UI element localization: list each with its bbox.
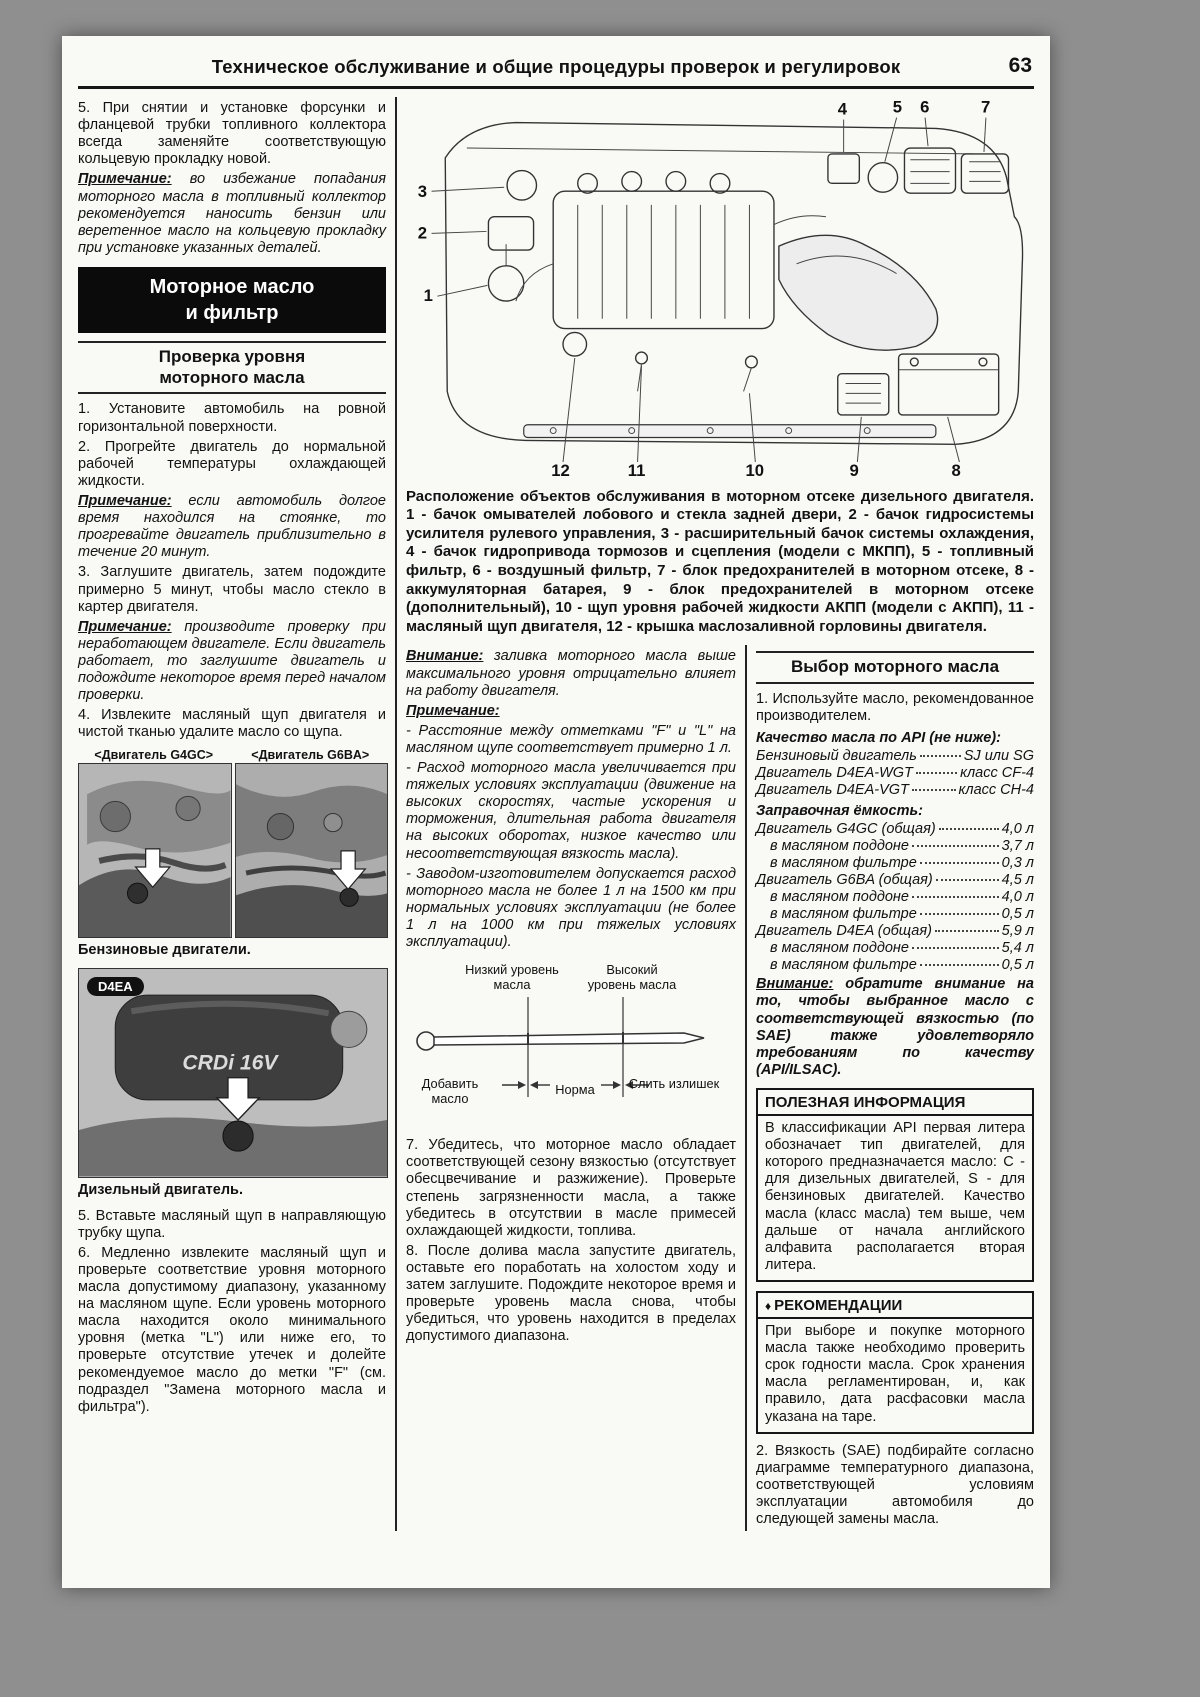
engine-bay-diagram — [406, 97, 1034, 482]
spec-row — [756, 782, 1034, 798]
dotted-leader — [920, 862, 999, 864]
spec-value: SJ или SG — [963, 748, 1034, 765]
engine-photo-d4ea — [78, 968, 388, 1177]
spec-name: Двигатель D4EA-VGT — [756, 782, 909, 799]
note-bullet: - Расстояние между отметками "F" и "L" на масляном щупе соответствует примерно 1 л. — [406, 722, 736, 756]
dotted-leader — [912, 947, 999, 949]
spec-name: Бензиновый двигатель — [756, 748, 917, 765]
spec-value: 0,5 л — [1001, 957, 1034, 974]
dipstick-add-label: Добавить масло — [421, 1076, 479, 1106]
page-content — [78, 97, 1034, 1531]
page-title: Техническое обслуживание и общие процедуры проверок и регулировок — [211, 56, 901, 77]
note-text: во избежание попадания моторного масла в топливный коллектор рекомендуется наносить бензин или веретенное масло на кольцевую прокладку при установке указанных деталей. — [78, 171, 386, 256]
spec-value: 5,4 л — [1001, 940, 1034, 957]
recommendations-title-text: РЕКОМЕНДАЦИИ — [774, 1296, 903, 1314]
api-quality-label: Качество масла по API (не ниже): — [756, 730, 1001, 747]
spec-name: Двигатель D4EA-WGT — [756, 765, 913, 782]
callout-8: 8 — [951, 460, 961, 480]
warning-paragraph — [406, 648, 736, 699]
section-title-engine-oil — [78, 267, 386, 333]
step-paragraph: 4. Извлеките масляный щуп двигателя и чистой тканью удалите масло со щупа. — [78, 707, 386, 741]
step-paragraph: 5. Вставьте масляный щуп в направляющую трубку щупа. — [78, 1207, 386, 1241]
photo-g6ba — [235, 748, 387, 939]
spec-row — [756, 889, 1034, 905]
warning-text: обратите внимание на то, чтобы выбранное масло с соответствующей вязкостью (по SAE) также удовлетворяло требованиям по качеству (API/ILSAC). — [756, 976, 1034, 1078]
step-paragraph: 6. Медленно извлеките масляный щуп и проверьте соответствие уровня моторного масла допустимому диапазону, указанному на масляном щупе. Если уровень моторного масла находится около минимального уровня (метка "L") или ниже его, то проверьте отсутствие утечек и долейте рекомендуемое масло до метки "F" (см. подраздел "Замена моторного масла и фильтра"). — [78, 1244, 386, 1415]
callout-10: 10 — [745, 460, 765, 480]
diamond-icon: ♦ — [765, 1298, 772, 1313]
right-column — [747, 645, 1034, 1531]
spec-name: Двигатель D4EA (общая) — [756, 923, 932, 940]
diesel-photo-caption: Дизельный двигатель. — [78, 1181, 243, 1198]
dotted-leader — [920, 964, 999, 966]
capacity-label: Заправочная ёмкость: — [756, 803, 923, 820]
dotted-leader — [920, 755, 961, 757]
note-label: Примечание: — [78, 618, 172, 635]
dotted-leader — [912, 896, 999, 898]
dotted-leader — [912, 789, 956, 791]
dotted-leader — [920, 913, 999, 915]
step-paragraph: 3. Заглушите двигатель, затем подождите примерно 5 минут, чтобы масло стекло в картер двигателя. — [78, 564, 386, 615]
note-label: Примечание: — [406, 702, 500, 719]
callout-12: 12 — [551, 460, 570, 480]
note-label: Примечание: — [78, 171, 172, 188]
spec-row — [756, 957, 1034, 973]
dotted-leader — [935, 930, 999, 932]
spec-value: 4,0 л — [1001, 889, 1034, 906]
spec-name: Двигатель G6BA (общая) — [756, 872, 933, 889]
spec-name: Двигатель G4GC (общая) — [756, 821, 936, 838]
callout-2: 2 — [417, 223, 428, 243]
manual-page — [62, 36, 1050, 1588]
spec-name: в масляном поддоне — [770, 889, 909, 906]
spec-row — [756, 748, 1034, 764]
page-number: 63 — [1008, 54, 1032, 77]
dotted-leader — [939, 828, 999, 830]
spec-value: 3,7 л — [1001, 838, 1034, 855]
oil-selection-title: Выбор моторного масла — [790, 657, 1000, 677]
note-bullet: - Заводом-изготовителем допускается расход моторного масла не более 1 л на 1500 км при нормальных условиях эксплуатации (не более 1 л на 1000 км при тяжелых условиях эксплуатации). — [406, 865, 736, 951]
callout-1: 1 — [423, 286, 433, 306]
lower-columns — [406, 645, 1034, 1531]
spec-value: класс CH-4 — [958, 782, 1034, 799]
engine-photo-g6ba — [235, 763, 389, 939]
engine-bay-caption: Расположение объектов обслуживания в моторном отсеке дизельного двигателя. 1 - бачок омывателей лобового и стекла задней двери, 2 - бачок гидросистемы усилителя рулевого управления, 3 - расширительный бачок системы охлаждения, 4 - бачок гидропривода тормозов и сцепления (модели с МКПП), 5 - топливный фильтр, 6 - воздушный фильтр, 7 - блок предохранителей в моторном отсеке, 8 - аккумуляторная батарея, 9 - блок предохранителей в моторном отсеке (дополнительный), 10 - щуп уровня рабочей жидкости АКПП (модели с АКПП), 11 - масляный щуп двигателя, 12 - крышка маслозаливной горловины двигателя. — [406, 487, 1034, 635]
spec-name: в масляном фильтре — [770, 957, 917, 974]
warning-label: Внимание: — [406, 648, 484, 665]
left-column — [78, 97, 397, 1531]
subsection-title-line2: моторного масла — [159, 367, 305, 387]
dipstick-figure — [406, 963, 736, 1133]
useful-info-title: ПОЛЕЗНАЯ ИНФОРМАЦИЯ — [758, 1094, 1032, 1116]
section-title-line2: и фильтр — [185, 301, 279, 324]
note-paragraph — [78, 493, 386, 561]
note-text: если автомобиль долгое время находился на стоянке, то прогревайте двигатель приблизительно в течение 20 минут. — [78, 493, 386, 561]
engine-bay-figure — [406, 97, 1034, 482]
spec-row — [756, 940, 1034, 956]
callout-5: 5 — [892, 97, 902, 117]
callout-4: 4 — [837, 99, 848, 119]
subsection-title-oil-selection — [756, 651, 1034, 684]
spec-row — [756, 765, 1034, 781]
recommendations-title — [758, 1297, 1032, 1319]
spec-value: 0,5 л — [1001, 906, 1034, 923]
engine-cover-text: CRDi 16V — [182, 1051, 278, 1075]
middle-column — [406, 645, 747, 1531]
spec-value: 4,0 л — [1001, 821, 1034, 838]
step-paragraph: 2. Вязкость (SAE) подбирайте согласно диаграмме температурного диапазона, соответствующей условиям эксплуатации автомобиля до следующей замены масла. — [756, 1442, 1034, 1528]
recommendations-box — [756, 1291, 1034, 1434]
spec-row — [756, 855, 1034, 871]
spec-value: 4,5 л — [1001, 872, 1034, 889]
spec-name: в масляном фильтре — [770, 906, 917, 923]
spec-name: в масляном поддоне — [770, 940, 909, 957]
photo-d4ea — [78, 968, 386, 1177]
callout-9: 9 — [849, 460, 859, 480]
useful-info-box — [756, 1088, 1034, 1282]
warning-text: заливка моторного масла выше максимального уровня отрицательно влияет на работу двигателя. — [406, 648, 736, 699]
engine-code-badge: D4EA — [87, 977, 144, 996]
spec-row — [756, 906, 1034, 922]
photo-g4gc — [78, 748, 230, 939]
step-paragraph: 7. Убедитесь, что моторное масло обладает соответствующей сезону вязкостью (отсутствует обесцвечивание и разжижение). Проверьте степень загрязненности масла, а также убедитесь в отсутствии в масле примесей охлаждающей жидкости, топлива. — [406, 1137, 736, 1239]
photo-g6ba-label: <Двигатель G6BA> — [251, 747, 370, 762]
step-paragraph: 2. Прогрейте двигатель до нормальной рабочей температуры охлаждающей жидкости. — [78, 438, 386, 489]
spec-value: класс CF-4 — [960, 765, 1034, 782]
spec-name: в масляном фильтре — [770, 855, 917, 872]
step-paragraph: 1. Используйте масло, рекомендованное производителем. — [756, 691, 1034, 725]
step-paragraph: 5. При снятии и установке форсунки и фланцевой трубки топливного коллектора всегда заменяйте соответствующую кольцевую прокладку новой. — [78, 100, 386, 168]
page-header — [78, 46, 1034, 89]
callout-3: 3 — [417, 182, 428, 202]
spec-row — [756, 821, 1034, 837]
photo-g4gc-label: <Двигатель G4GC> — [94, 747, 214, 762]
dipstick-high-label: Высокий уровень масла — [587, 962, 677, 992]
spec-row — [756, 838, 1034, 854]
main-area — [397, 97, 1034, 1531]
dotted-leader — [936, 879, 999, 881]
petrol-engine-photos — [78, 748, 386, 939]
callout-7: 7 — [981, 97, 991, 117]
note-label: Примечание: — [78, 493, 172, 509]
dipstick-norm-label: Норма — [555, 1082, 595, 1098]
dotted-leader — [912, 845, 999, 847]
callout-11: 11 — [627, 460, 646, 480]
note-paragraph — [406, 703, 736, 720]
spec-row — [756, 872, 1034, 888]
section-title-line1: Моторное масло — [149, 275, 315, 298]
dipstick-low-label: Низкий уровень масла — [465, 962, 559, 992]
warning-paragraph — [756, 976, 1034, 1079]
dipstick-drain-label: Слить излишек — [628, 1076, 720, 1092]
note-paragraph — [78, 619, 386, 705]
spec-value: 0,3 л — [1001, 855, 1034, 872]
spec-value: 5,9 л — [1001, 923, 1034, 940]
step-paragraph: 8. После долива масла запустите двигатель, оставьте его поработать на холостом ходу и затем заглушите. Подождите некоторое время и проверьте уровень масла снова, чтобы убедиться, что уровень находится в пределах допустимого диапазона. — [406, 1242, 736, 1345]
recommendations-text: При выборе и покупке моторного масла также необходимо проверить срок годности масла. Срок хранения масла регламентирован, и, как правило, дата расфасовки масла указана на таре. — [765, 1322, 1025, 1425]
useful-info-text: В классификации API первая литера обозначает тип двигателей, для которого предназначается масло: C - для дизельных двигателей, S - для бензиновых двигателей. Качество масла (класс масла) тем выше, чем дальше от начала английского алфавита располагается вторая литера. — [765, 1120, 1025, 1273]
warning-label: Внимание: — [756, 976, 834, 993]
dotted-leader — [916, 772, 957, 774]
engine-photo-g4gc — [78, 763, 232, 939]
subsection-title-line1: Проверка уровня — [158, 346, 306, 366]
step-paragraph: 1. Установите автомобиль на ровной горизонтальной поверхности. — [78, 401, 386, 435]
callout-6: 6 — [920, 97, 930, 117]
subsection-title-oil-level-check — [78, 341, 386, 394]
note-bullet: - Расход моторного масла увеличивается при тяжелых условиях эксплуатации (движение на высоких скоростях, частые ускорения и торможения, длительная работа двигателя на высоких оборотах, низкое качество или несоответствующая вязкость масла). — [406, 760, 736, 862]
note-paragraph — [78, 171, 386, 257]
spec-row — [756, 923, 1034, 939]
spec-name: в масляном поддоне — [770, 838, 909, 855]
petrol-photos-caption: Бензиновые двигатели. — [78, 942, 251, 959]
note-text: производите проверку при неработающем двигателе. Если двигатель работает, то заглушите двигатель и подождите некоторое время перед началом проверки. — [78, 618, 386, 704]
